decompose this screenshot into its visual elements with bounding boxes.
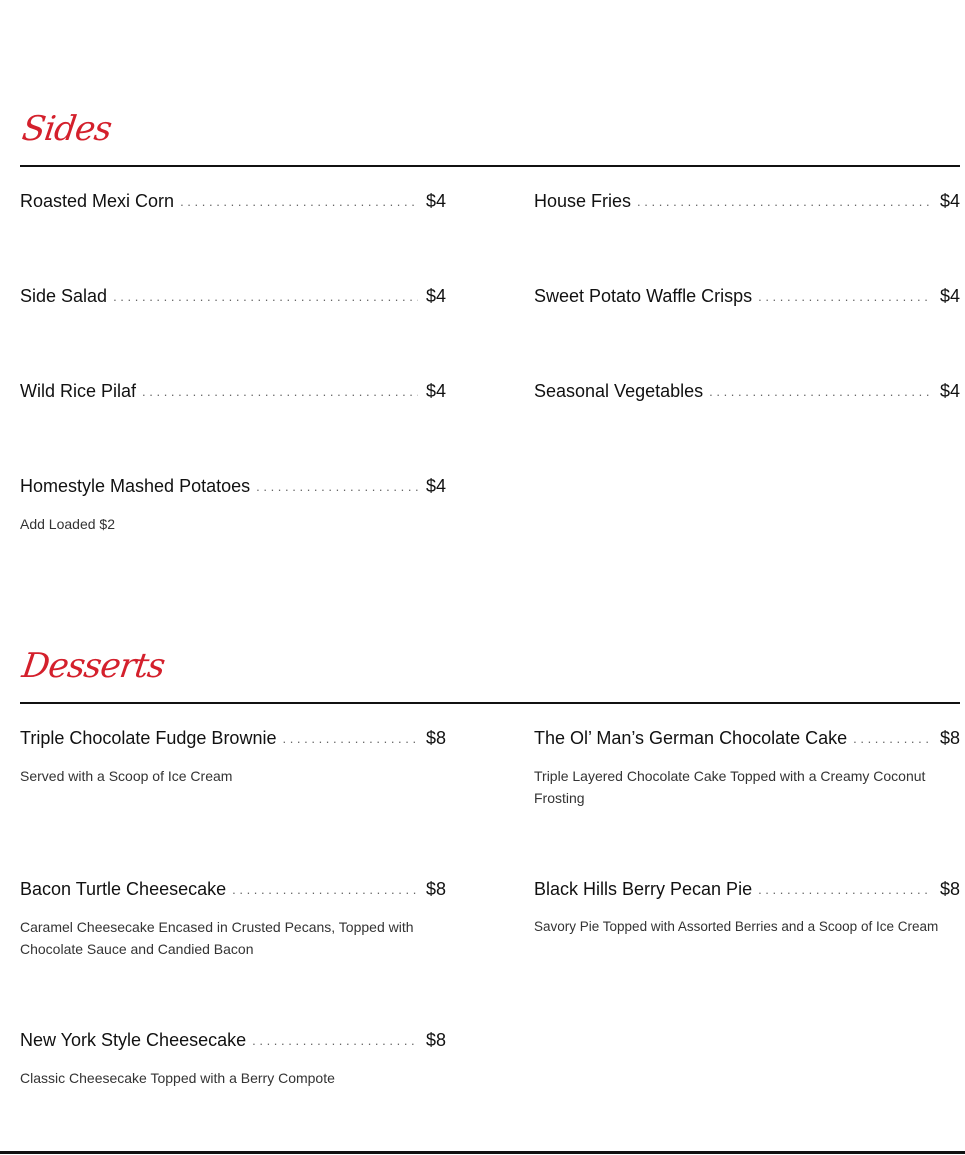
dot-leader: [256, 476, 418, 498]
dot-leader: [709, 381, 932, 403]
item-name: Roasted Mexi Corn: [20, 191, 175, 211]
item-description: Add Loaded $2: [20, 516, 115, 532]
menu-item: [20, 285, 446, 309]
item-price: $4: [425, 476, 446, 496]
item-price: $8: [425, 1030, 446, 1050]
item-name: House Fries: [534, 191, 632, 211]
menu-item: [534, 380, 960, 404]
item-description: Triple Layered Chocolate Cake Topped with a Creamy Coconut Frosting: [534, 768, 926, 806]
item-description: Served with a Scoop of Ice Cream: [20, 768, 233, 784]
dot-leader: [637, 191, 932, 213]
dot-leader: [113, 286, 418, 308]
item-price: $4: [939, 191, 960, 211]
item-name: New York Style Cheesecake: [20, 1030, 247, 1050]
item-price: $8: [425, 728, 446, 748]
item-price: $8: [939, 728, 960, 748]
menu-item: [534, 878, 960, 938]
menu-item: [20, 475, 446, 535]
item-name: Seasonal Vegetables: [534, 381, 704, 401]
item-name: Bacon Turtle Cheesecake: [20, 879, 227, 899]
desserts-title: Desserts: [19, 646, 167, 686]
menu-item: [20, 1029, 446, 1089]
dot-leader: [180, 191, 418, 213]
sides-divider: [20, 165, 960, 167]
menu-item: [534, 190, 960, 214]
item-name: Wild Rice Pilaf: [20, 381, 137, 401]
menu-item: [20, 380, 446, 404]
item-name: Side Salad: [20, 286, 108, 306]
item-name: Sweet Potato Waffle Crisps: [534, 286, 753, 306]
dot-leader: [252, 1030, 418, 1052]
item-name: Triple Chocolate Fudge Brownie: [20, 728, 277, 748]
item-description: Classic Cheesecake Topped with a Berry Compote: [20, 1070, 335, 1086]
item-description: Caramel Cheesecake Encased in Crusted Pecans, Topped with Chocolate Sauce and Candied Bacon: [20, 919, 414, 957]
item-price: $8: [425, 879, 446, 899]
menu-item: [20, 878, 446, 960]
dot-leader: [758, 286, 932, 308]
item-name: The Ol’ Man’s German Chocolate Cake: [534, 728, 848, 748]
item-price: $4: [425, 286, 446, 306]
item-price: $4: [425, 381, 446, 401]
dot-leader: [232, 879, 418, 901]
item-price: $8: [939, 879, 960, 899]
menu-item: [534, 727, 960, 809]
footer-divider: [0, 1151, 965, 1154]
menu-item: [20, 190, 446, 214]
menu-item: [534, 285, 960, 309]
item-name: Homestyle Mashed Potatoes: [20, 476, 251, 496]
item-description: Savory Pie Topped with Assorted Berries and a Scoop of Ice Cream: [534, 919, 939, 934]
dot-leader: [758, 879, 932, 901]
dot-leader: [282, 728, 418, 750]
dot-leader: [853, 728, 932, 750]
sides-title: Sides: [19, 109, 114, 149]
menu-item: [20, 727, 446, 787]
item-price: $4: [939, 286, 960, 306]
dot-leader: [142, 381, 418, 403]
item-price: $4: [939, 381, 960, 401]
desserts-divider: [20, 702, 960, 704]
item-name: Black Hills Berry Pecan Pie: [534, 879, 753, 899]
item-price: $4: [425, 191, 446, 211]
